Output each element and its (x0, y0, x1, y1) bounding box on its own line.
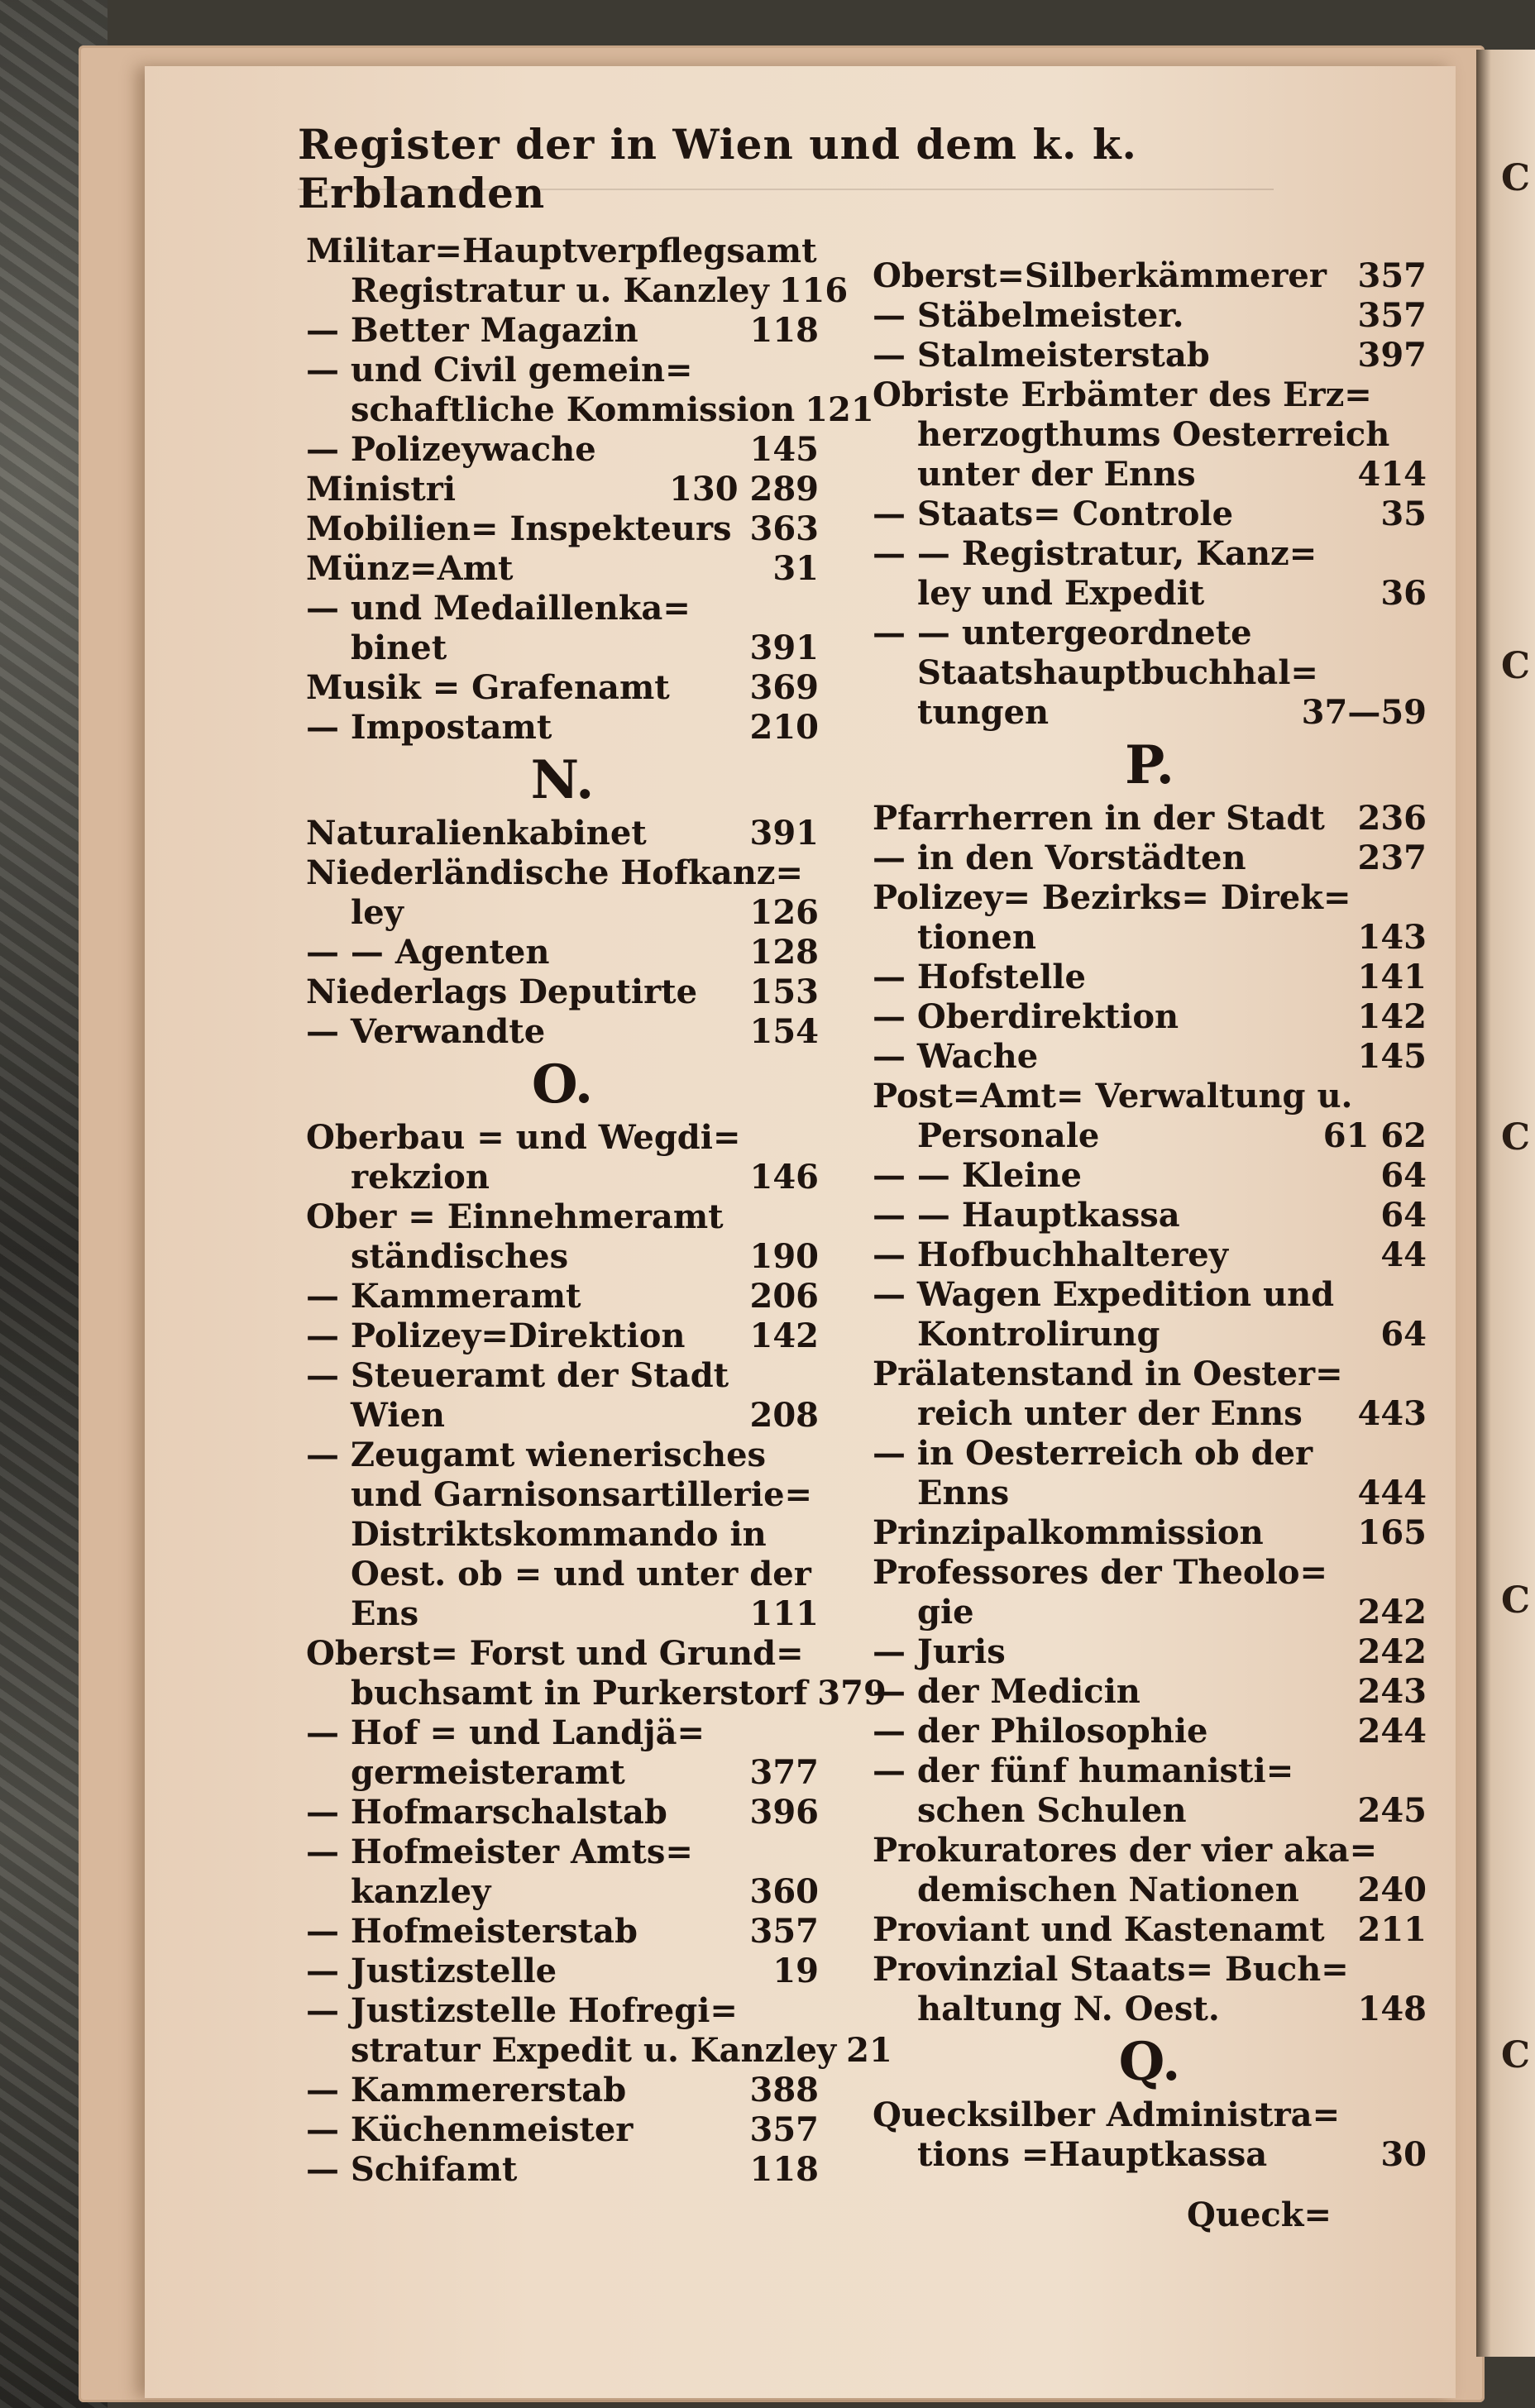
index-entry-continuation (306, 1872, 819, 1912)
page-number: 64 (1380, 1196, 1427, 1235)
entry-text: germeisteramt (351, 1753, 625, 1792)
page-number: 21 (846, 2031, 892, 2070)
page-number: 360 (749, 1872, 819, 1911)
entry-text: schen Schulen (917, 1791, 1187, 1830)
page-number: 126 (749, 893, 819, 932)
index-entry-continuation (306, 1515, 819, 1555)
entry-text: Proviant und Kastenamt (873, 1910, 1325, 1949)
page-number: 130 289 (669, 470, 819, 509)
entry-text: tungen (917, 693, 1050, 732)
entry-text: — Hofstelle (873, 958, 1086, 996)
index-entry (873, 1831, 1427, 1870)
index-entry (306, 814, 819, 853)
page-number: 244 (1357, 1712, 1427, 1751)
page-number: 236 (1357, 799, 1427, 838)
index-entry (873, 838, 1427, 878)
entry-text: ley (351, 893, 404, 932)
index-entry (306, 589, 819, 628)
entry-text: — in Oesterreich ob der (873, 1434, 1313, 1473)
entry-text: demischen Nationen (917, 1870, 1299, 1909)
index-entry (306, 1197, 819, 1237)
entry-text: Ministri (306, 470, 457, 509)
entry-text: Prälatenstand in Oester= (873, 1354, 1343, 1393)
entry-text: Prinzipalkommission (873, 1513, 1264, 1552)
entry-text: und Garnisonsartillerie= (351, 1475, 813, 1514)
page-number: 242 (1357, 1593, 1427, 1632)
entry-text: Oberst= Forst und Grund= (306, 1634, 804, 1673)
index-entry (873, 375, 1427, 415)
page-number: 363 (749, 509, 819, 548)
index-entry-continuation (873, 1394, 1427, 1434)
page-number: 414 (1357, 455, 1427, 494)
index-entry (306, 2110, 819, 2150)
index-entry-continuation (306, 893, 819, 933)
index-entry (873, 1672, 1427, 1712)
index-entry-continuation (873, 653, 1427, 693)
page-number: 391 (749, 628, 819, 667)
page-number: 379 (817, 1674, 887, 1713)
entry-text: Oberbau = und Wegdi= (306, 1118, 741, 1157)
facing-page-fragment (1476, 50, 1535, 2357)
entry-text: Quecksilber Administra= (873, 2095, 1341, 2134)
index-entry (306, 1316, 819, 1356)
entry-text: Ens (351, 1594, 419, 1633)
index-entry (306, 2071, 819, 2110)
entry-text: Distriktskommando in (351, 1515, 767, 1554)
index-entry-continuation (306, 2031, 892, 2071)
section-letter: N. (530, 749, 595, 811)
entry-text: Obriste Erbämter des Erz= (873, 375, 1372, 414)
entry-text: unter der Enns (917, 455, 1196, 494)
facing-page-letter: C (1500, 2034, 1530, 2076)
page-number: 357 (749, 1912, 819, 1951)
index-entry (873, 1354, 1427, 1394)
section-letter: P. (1125, 734, 1174, 796)
index-entry (873, 1712, 1427, 1751)
index-entry-continuation (306, 1753, 819, 1793)
header-divider (298, 189, 1274, 190)
facing-page-letter: C (1500, 1116, 1530, 1159)
entry-text: Pfarrherren in der Stadt (873, 799, 1325, 838)
page-number: 30 (1380, 2135, 1427, 2174)
page-number: 145 (749, 430, 819, 469)
index-entry (873, 1513, 1427, 1553)
index-entry (873, 614, 1427, 653)
entry-text: — der Philosophie (873, 1712, 1208, 1751)
entry-text: — Polizeywache (306, 430, 596, 469)
index-entry-continuation (873, 918, 1427, 958)
index-entry (873, 296, 1427, 336)
page-number: 118 (749, 311, 819, 350)
index-entry (873, 1156, 1427, 1196)
index-column-left (306, 232, 892, 2190)
entry-text: reich unter der Enns (917, 1394, 1303, 1433)
entry-text: Registratur u. Kanzley (351, 271, 769, 310)
index-entry (873, 1553, 1427, 1593)
page-number: 148 (1357, 1990, 1427, 2028)
entry-text: Polizey= Bezirks= Direk= (873, 878, 1351, 917)
facing-page-letter: C (1500, 157, 1530, 199)
index-entry (873, 799, 1427, 838)
index-entry (873, 1077, 1427, 1116)
entry-text: — der Medicin (873, 1672, 1140, 1711)
entry-text: tions =Hauptkassa (917, 2135, 1268, 2174)
entry-text: — und Medaillenka= (306, 589, 691, 628)
page-number: 210 (749, 708, 819, 747)
page-number: 61 62 (1322, 1116, 1427, 1155)
index-entry (306, 1991, 819, 2031)
entry-text: Kontrolirung (917, 1315, 1160, 1354)
index-entry (873, 494, 1427, 534)
entry-text: kanzley (351, 1872, 491, 1911)
facing-page-letter: C (1500, 1579, 1530, 1622)
index-entry-continuation (306, 1237, 819, 1277)
entry-text: — — Agenten (306, 933, 550, 972)
entry-text: Personale (917, 1116, 1100, 1155)
entry-text: — — Kleine (873, 1156, 1082, 1195)
entry-text: Provinzial Staats= Buch= (873, 1950, 1349, 1989)
entry-text: tionen (917, 918, 1036, 957)
page-number: 443 (1357, 1394, 1427, 1433)
page-number: 37—59 (1301, 693, 1427, 732)
index-entry-continuation (306, 1396, 819, 1436)
page-number: 397 (1357, 336, 1427, 375)
index-entry (306, 853, 819, 893)
entry-text: haltung N. Oest. (917, 1990, 1220, 2028)
entry-text: stratur Expedit u. Kanzley (351, 2031, 837, 2070)
entry-text: — Steueramt der Stadt (306, 1356, 729, 1395)
page-number: 357 (749, 2110, 819, 2149)
page-number: 141 (1357, 958, 1427, 996)
index-entry (306, 509, 819, 549)
entry-text: — — Hauptkassa (873, 1196, 1180, 1235)
index-entry (306, 470, 819, 509)
index-entry (873, 958, 1427, 997)
page-number: 396 (749, 1793, 819, 1832)
index-entry (873, 1434, 1427, 1474)
entry-text: — der fünf humanisti= (873, 1751, 1294, 1790)
page-number: 242 (1357, 1632, 1427, 1671)
index-entry (873, 1910, 1427, 1950)
page-number: 154 (749, 1012, 819, 1051)
page-number: 206 (749, 1277, 819, 1316)
index-entry (306, 1952, 819, 1991)
index-entry-continuation (873, 574, 1427, 614)
index-entry-continuation (873, 415, 1427, 455)
entry-text: — Verwandte (306, 1012, 546, 1051)
page-number: 118 (749, 2150, 819, 2189)
index-entry (873, 1037, 1427, 1077)
page-number: 211 (1357, 1910, 1427, 1949)
entry-text: — Hofmarschalstab (306, 1793, 667, 1832)
entry-text: — Wache (873, 1037, 1039, 1076)
page-number: 243 (1357, 1672, 1427, 1711)
index-entry (306, 708, 819, 748)
entry-text: Militar=Hauptverpflegsamt (306, 232, 817, 270)
index-entry (306, 933, 819, 972)
facing-page-letter: C (1500, 645, 1530, 687)
page-number: 111 (749, 1594, 819, 1633)
index-entry (306, 1832, 819, 1872)
index-entry-continuation (873, 1593, 1427, 1632)
entry-text: buchsamt in Purkerstorf (351, 1674, 808, 1713)
index-entry-continuation (873, 1315, 1427, 1354)
entry-text: Niederlags Deputirte (306, 972, 698, 1011)
page-number: 121 (805, 390, 874, 429)
index-entry (306, 668, 819, 708)
page-number: 143 (1357, 918, 1427, 957)
page-number: 64 (1380, 1156, 1427, 1195)
entry-text: — Oberdirektion (873, 997, 1179, 1036)
entry-text: Prokuratores der vier aka= (873, 1831, 1378, 1870)
entry-text: — Better Magazin (306, 311, 638, 350)
entry-text: binet (351, 628, 447, 667)
index-entry (873, 2095, 1427, 2135)
entry-text: Niederländische Hofkanz= (306, 853, 804, 892)
index-entry (306, 351, 819, 390)
entry-text: — Stalmeisterstab (873, 336, 1210, 375)
entry-text: — Juris (873, 1632, 1006, 1671)
entry-text: — Wagen Expedition und (873, 1275, 1335, 1314)
index-entry (306, 430, 819, 470)
page-number: 146 (749, 1158, 819, 1197)
page-number: 128 (749, 933, 819, 972)
page-number: 190 (749, 1237, 819, 1276)
entry-text: Oberst=Silberkämmerer (873, 256, 1327, 295)
entry-text: Oest. ob = und unter der (351, 1555, 811, 1593)
page-number: 245 (1357, 1791, 1427, 1830)
entry-text: rekzion (351, 1158, 490, 1197)
index-entry (873, 336, 1427, 375)
index-entry (873, 1235, 1427, 1275)
entry-text: — Justizstelle Hofregi= (306, 1991, 738, 2030)
index-entry (306, 232, 819, 271)
entry-text: Musik = Grafenamt (306, 668, 670, 707)
entry-text: — — Registratur, Kanz= (873, 534, 1317, 573)
index-entry-continuation (873, 1990, 1427, 2029)
page-number: 357 (1357, 296, 1427, 335)
section-letter: Q. (1118, 2031, 1181, 2093)
entry-text: — Kammererstab (306, 2071, 627, 2109)
entry-text: ley und Expedit (917, 574, 1205, 613)
entry-text: Post=Amt= Verwaltung u. (873, 1077, 1353, 1116)
entry-text: — Impostamt (306, 708, 552, 747)
entry-text: Wien (351, 1396, 445, 1435)
index-entry (306, 549, 819, 589)
index-entry-continuation (873, 1791, 1427, 1831)
section-letter: O. (531, 1054, 594, 1116)
entry-text: — Staats= Controle (873, 494, 1234, 533)
index-entry (873, 878, 1427, 918)
entry-text: — in den Vorstädten (873, 838, 1246, 877)
index-entry-continuation (306, 1475, 819, 1515)
index-entry-continuation (306, 628, 819, 668)
index-entry-continuation (306, 390, 874, 430)
index-entry (306, 1118, 819, 1158)
page-number: 116 (778, 271, 849, 310)
index-entry (306, 1713, 819, 1753)
page-number: 240 (1357, 1870, 1427, 1909)
page-number: 153 (749, 972, 819, 1011)
entry-text: — — untergeordnete (873, 614, 1252, 652)
index-entry (873, 1196, 1427, 1235)
entry-text: — Polizey=Direktion (306, 1316, 686, 1355)
entry-text: — Hofmeisterstab (306, 1912, 638, 1951)
page-number: 35 (1380, 494, 1427, 533)
index-column-right (873, 256, 1427, 2175)
index-entry (873, 1751, 1427, 1791)
index-entry (306, 1356, 819, 1396)
index-entry (873, 1950, 1427, 1990)
index-entry-continuation (306, 1158, 819, 1197)
entry-text: — Schifamt (306, 2150, 518, 2189)
page-number: 357 (1357, 256, 1427, 295)
page-number: 142 (1357, 997, 1427, 1036)
page-number: 31 (772, 549, 819, 588)
page-number: 145 (1357, 1037, 1427, 1076)
index-entry (306, 2150, 819, 2190)
index-entry (873, 534, 1427, 574)
index-entry-continuation (306, 1555, 819, 1594)
index-entry (306, 972, 819, 1012)
entry-text: Mobilien= Inspekteurs (306, 509, 732, 548)
entry-text: — Justizstelle (306, 1952, 557, 1990)
index-entry-continuation (873, 455, 1427, 494)
page-number: 391 (749, 814, 819, 853)
index-entry (306, 1793, 819, 1832)
running-header: Register der in Wien und dem k. k. Erblanden (298, 120, 1137, 217)
catchword: Queck= (1187, 2195, 1332, 2234)
index-entry (306, 1634, 819, 1674)
entry-text: herzogthums Oesterreich (917, 415, 1390, 454)
page-number: 44 (1380, 1235, 1427, 1274)
index-entry-continuation (873, 1474, 1427, 1513)
index-entry-continuation (873, 693, 1427, 733)
page-number: 369 (749, 668, 819, 707)
page-number: 142 (749, 1316, 819, 1355)
index-entry-continuation (306, 1594, 819, 1634)
entry-text: — und Civil gemein= (306, 351, 693, 389)
entry-text: Münz=Amt (306, 549, 514, 588)
entry-text: Naturalienkabinet (306, 814, 647, 853)
entry-text: — Kammeramt (306, 1277, 581, 1316)
index-entry-continuation (306, 271, 849, 311)
page-number: 377 (749, 1753, 819, 1792)
index-entry (873, 997, 1427, 1037)
entry-text: Enns (917, 1474, 1010, 1512)
page-number: 208 (749, 1396, 819, 1435)
entry-text: Ober = Einnehmeramt (306, 1197, 724, 1236)
page-number: 36 (1380, 574, 1427, 613)
page-number: 444 (1357, 1474, 1427, 1512)
entry-text: Staatshauptbuchhal= (917, 653, 1318, 692)
index-entry-continuation (873, 2135, 1427, 2175)
entry-text: — Hof = und Landjä= (306, 1713, 705, 1752)
index-entry-continuation (873, 1116, 1427, 1156)
index-entry (306, 311, 819, 351)
index-entry (306, 1277, 819, 1316)
entry-text: Professores der Theolo= (873, 1553, 1327, 1592)
entry-text: schaftliche Kommission (351, 390, 796, 429)
page-number: 237 (1357, 838, 1427, 877)
index-entry-continuation (306, 1674, 887, 1713)
index-entry (306, 1912, 819, 1952)
index-entry (306, 1436, 819, 1475)
entry-text: — Küchenmeister (306, 2110, 634, 2149)
index-entry (873, 1275, 1427, 1315)
entry-text: — Stäbelmeister. (873, 296, 1184, 335)
page-number: 19 (772, 1952, 819, 1990)
entry-text: — Hofmeister Amts= (306, 1832, 693, 1871)
page-number: 165 (1357, 1513, 1427, 1552)
index-entry (873, 1632, 1427, 1672)
index-entry (306, 1012, 819, 1052)
page-number: 388 (749, 2071, 819, 2109)
entry-text: gie (917, 1593, 974, 1632)
index-entry (873, 256, 1427, 296)
index-entry-continuation (873, 1870, 1427, 1910)
page-number: 64 (1380, 1315, 1427, 1354)
entry-text: — Zeugamt wienerisches (306, 1436, 767, 1474)
entry-text: — Hofbuchhalterey (873, 1235, 1228, 1274)
entry-text: ständisches (351, 1237, 569, 1276)
